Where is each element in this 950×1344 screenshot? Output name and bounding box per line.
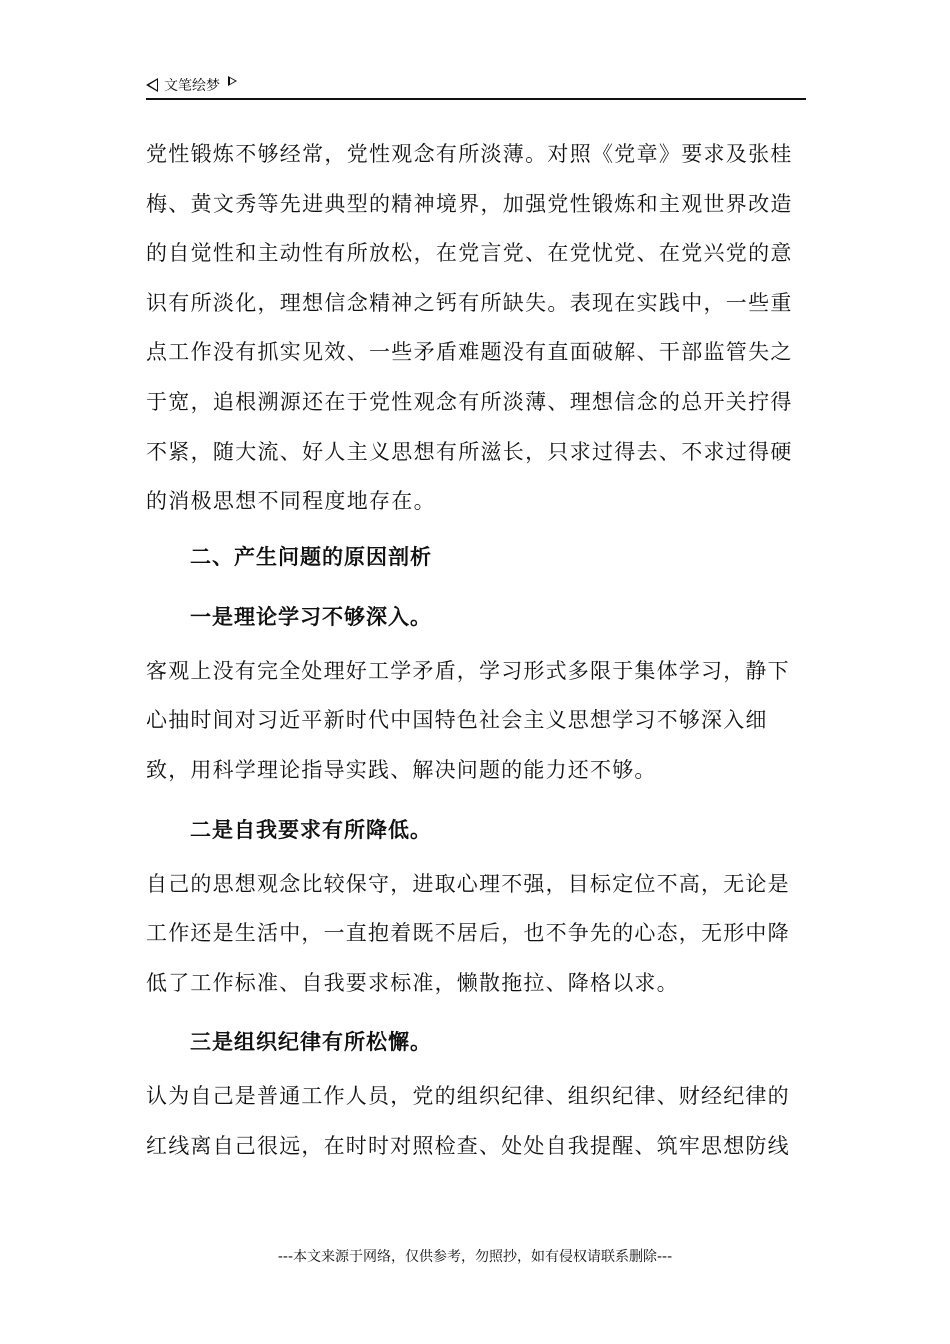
paragraph-self-requirement: 自己的思想观念比较保守，进取心理不强，目标定位不高，无论是工作还是生活中，一直抱着既不居后，也不争先的心态，无形中降低了工作标准、自我要求标准，懒散拖拉、降格以求。 xyxy=(146,871,790,995)
paragraph-party-spirit: 党性锻炼不够经常，党性观念有所淡薄。对照《党章》要求及张桂梅、黄文秀等先进典型的精神境界，加强党性锻炼和主观世界改造的自觉性和主动性有所放松，在党言党、在党忧党、在党兴党的意识有所淡化，理想信念精神之钙有所缺失。表现在实践中，一些重点工作没有抓实见效、一些矛盾难题没有直面破解、干部监管失之于宽，追根溯源还在于党性观念有所淡薄、理想信念的总开关拧得不紧，随大流、好人主义思想有所滋长，只求过得去、不求过得硬的消极思想不同程度地存在。 xyxy=(146,142,793,514)
paragraph-theory-study: 客观上没有完全处理好工学矛盾，学习形式多限于集体学习，静下心抽时间对习近平新时代中国特色社会主义思想学习不够深入细致，用科学理论指导实践、解决问题的能力还不够。 xyxy=(146,658,790,782)
document-body xyxy=(146,130,806,1172)
subheading-discipline: 三是组织纪律有所松懈。 xyxy=(190,1030,432,1055)
triangle-left-icon xyxy=(146,78,158,92)
page-footer: ---本文来源于网络，仅供参考，勿照抄，如有侵权请联系删除--- xyxy=(277,1249,673,1265)
subheading-theory-study: 一是理论学习不够深入。 xyxy=(190,604,432,629)
paragraph-discipline: 认为自己是普通工作人员，党的组织纪律、组织纪律、财经纪律的红线离自己很远，在时时对照检查、处处自我提醒、筑牢思想防线 xyxy=(146,1084,790,1158)
header-title: 文笔绘梦 xyxy=(164,78,220,94)
subheading-self-requirement: 二是自我要求有所降低。 xyxy=(190,817,432,842)
page-header xyxy=(146,74,806,100)
header-brand xyxy=(146,74,237,96)
triangle-right-icon xyxy=(228,76,237,86)
section-heading-causes: 二、产生问题的原因剖析 xyxy=(190,544,432,569)
